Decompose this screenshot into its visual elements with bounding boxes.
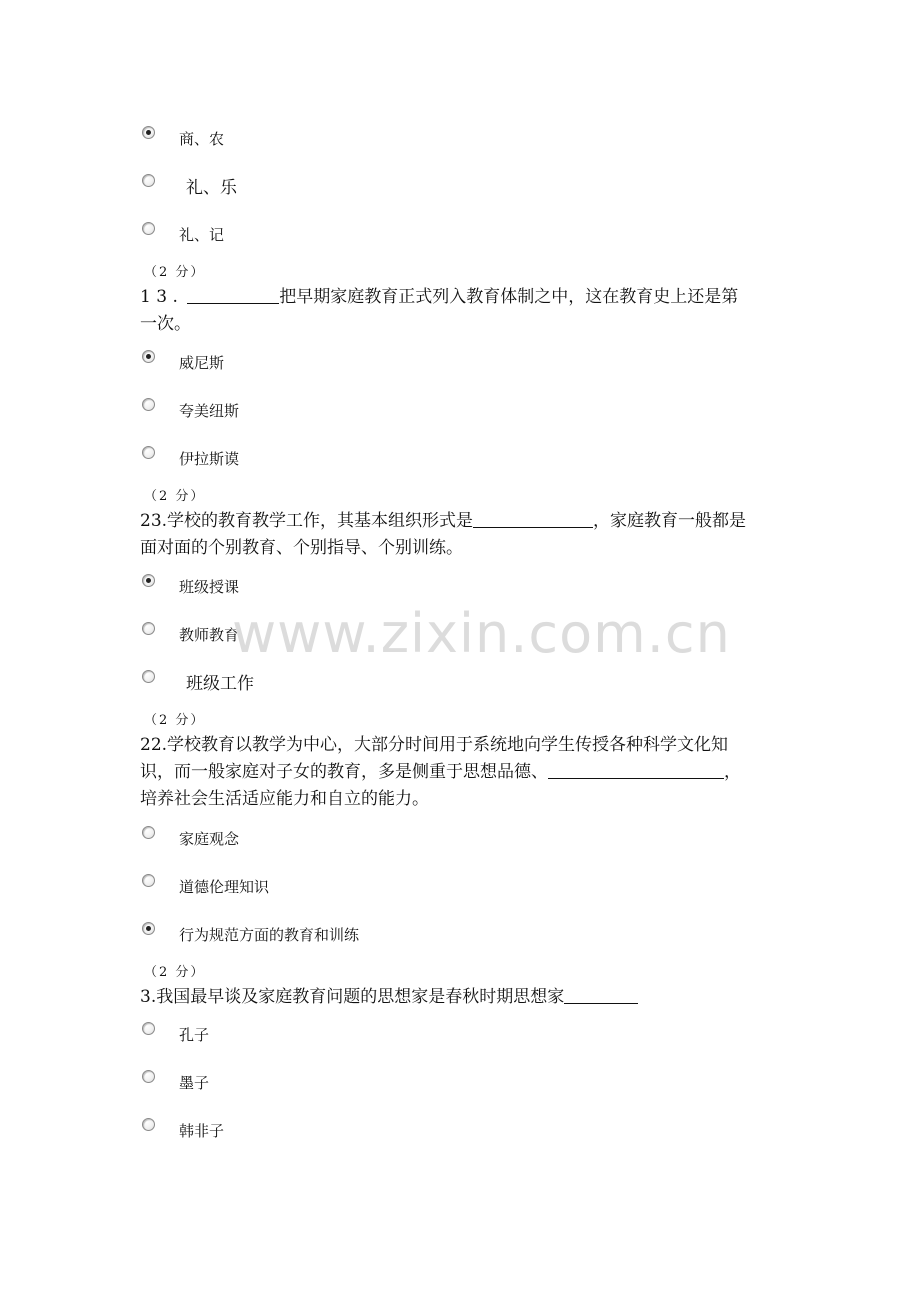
radio-unchecked-icon[interactable] bbox=[142, 670, 155, 683]
question-text: 面对面的个别教育、个别指导、个别训练。 bbox=[140, 538, 463, 558]
radio-unchecked-icon[interactable] bbox=[142, 1118, 155, 1131]
question-text: 培养社会生活适应能力和自立的能力。 bbox=[140, 789, 429, 809]
option-label: 威尼斯 bbox=[179, 354, 225, 372]
option-label: 家庭观念 bbox=[179, 830, 240, 848]
option-label: 礼、乐 bbox=[186, 178, 237, 198]
score-label: （2 分） bbox=[144, 265, 206, 280]
answer-blank bbox=[473, 509, 593, 528]
question-number: 3. bbox=[140, 987, 157, 1007]
option-label: 班级授课 bbox=[179, 578, 240, 596]
answer-blank bbox=[548, 760, 724, 779]
radio-unchecked-icon[interactable] bbox=[142, 222, 155, 235]
radio-checked-icon[interactable] bbox=[142, 126, 155, 139]
score-label: （2 分） bbox=[144, 489, 206, 504]
question-text: 我国最早谈及家庭教育问题的思想家是春秋时期思想家 bbox=[156, 987, 565, 1007]
option-label: 礼、记 bbox=[179, 226, 225, 244]
radio-unchecked-icon[interactable] bbox=[142, 874, 155, 887]
question-3 bbox=[140, 984, 800, 1011]
question-22 bbox=[140, 732, 800, 813]
option-label: 夸美纽斯 bbox=[179, 402, 240, 420]
question-text: ， bbox=[724, 762, 741, 782]
option-label: 伊拉斯谟 bbox=[179, 450, 240, 468]
question-13 bbox=[140, 284, 800, 338]
radio-unchecked-icon[interactable] bbox=[142, 398, 155, 411]
option-label: 行为规范方面的教育和训练 bbox=[179, 926, 360, 944]
option-label: 班级工作 bbox=[186, 674, 254, 694]
score-label: （2 分） bbox=[144, 965, 206, 980]
answer-blank bbox=[187, 285, 279, 304]
score-label: （2 分） bbox=[144, 713, 206, 728]
question-text: 一次。 bbox=[140, 314, 191, 334]
question-text: ，家庭教育一般都是 bbox=[593, 511, 747, 531]
option-label: 商、农 bbox=[179, 130, 225, 148]
radio-unchecked-icon[interactable] bbox=[142, 826, 155, 839]
radio-unchecked-icon[interactable] bbox=[142, 174, 155, 187]
question-text: 学校教育以教学为中心，大部分时间用于系统地向学生传授各种科学文化知 bbox=[167, 735, 729, 755]
radio-unchecked-icon[interactable] bbox=[142, 622, 155, 635]
option-label: 孔子 bbox=[179, 1026, 210, 1044]
question-23 bbox=[140, 508, 800, 562]
question-number: 23. bbox=[140, 511, 168, 531]
question-number: 22. bbox=[140, 735, 168, 755]
option-label: 道德伦理知识 bbox=[179, 878, 270, 896]
radio-checked-icon[interactable] bbox=[142, 922, 155, 935]
question-text: 学校的教育教学工作，其基本组织形式是 bbox=[167, 511, 474, 531]
radio-unchecked-icon[interactable] bbox=[142, 1070, 155, 1083]
option-label: 韩非子 bbox=[179, 1122, 225, 1140]
question-text: 识，而一般家庭对子女的教育，多是侧重于思想品德、 bbox=[140, 762, 548, 782]
question-text: 把早期家庭教育正式列入教育体制之中，这在教育史上还是第 bbox=[279, 287, 739, 307]
answer-blank bbox=[564, 985, 638, 1004]
radio-unchecked-icon[interactable] bbox=[142, 446, 155, 459]
option-label: 教师教育 bbox=[179, 626, 240, 644]
question-number: 1 3 . bbox=[140, 287, 178, 307]
watermark-text: www.zixin.com.cn bbox=[232, 602, 731, 665]
radio-checked-icon[interactable] bbox=[142, 350, 155, 363]
option-label: 墨子 bbox=[179, 1074, 210, 1092]
radio-checked-icon[interactable] bbox=[142, 574, 155, 587]
radio-unchecked-icon[interactable] bbox=[142, 1022, 155, 1035]
